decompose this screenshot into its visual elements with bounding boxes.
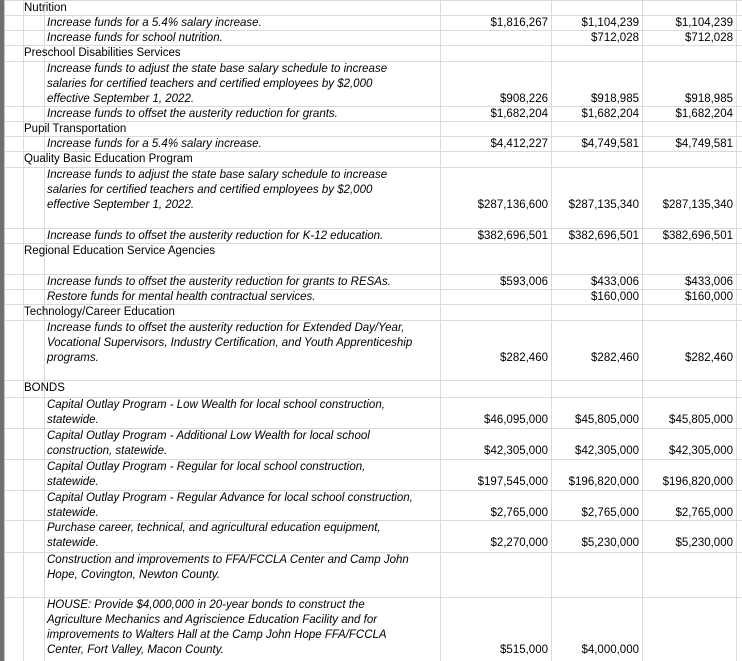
line-item-description: salaries for certified teachers and certified employees by $2,000	[47, 78, 373, 90]
amount-cell: $2,765,000	[581, 507, 639, 519]
amount-cell: $2,765,000	[675, 507, 733, 519]
line-item-description: Increase funds to adjust the state base salary schedule to increase	[47, 169, 388, 181]
amount-cell: $287,136,600	[477, 199, 548, 211]
column-gridline	[642, 0, 643, 661]
amount-cell: $433,006	[591, 276, 639, 288]
amount-cell: $196,820,000	[568, 476, 639, 488]
amount-cell: $1,104,239	[581, 17, 639, 29]
amount-cell: $1,682,204	[490, 108, 548, 120]
line-item-description: effective September 1, 2022.	[47, 93, 195, 105]
line-item-description: Increase funds for a 5.4% salary increase.	[47, 138, 262, 150]
line-item-description: Construction and improvements to FFA/FCCLA Center and Camp John	[47, 554, 409, 566]
line-item-description: Capital Outlay Program - Regular Advance for local school construction,	[47, 492, 413, 504]
amount-cell: $4,749,581	[675, 138, 733, 150]
amount-cell: $160,000	[591, 291, 639, 303]
category-label: BONDS	[24, 382, 65, 394]
line-item-description: Increase funds to offset the austerity reduction for Extended Day/Year,	[47, 322, 405, 334]
line-item-description: Increase funds to adjust the state base salary schedule to increase	[47, 63, 388, 75]
amount-cell: $4,749,581	[581, 138, 639, 150]
amount-cell: $46,095,000	[484, 414, 548, 426]
category-label: Regional Education Service Agencies	[24, 245, 216, 257]
amount-cell: $1,682,204	[675, 108, 733, 120]
line-item-description: Agriculture Mechanics and Agriscience Education Facility and for	[47, 614, 378, 626]
amount-cell: $712,028	[591, 32, 639, 44]
amount-cell: $42,305,000	[484, 445, 548, 457]
line-item-description: Capital Outlay Program - Regular for local school construction,	[47, 461, 366, 473]
amount-cell: $433,006	[685, 276, 733, 288]
amount-cell: $4,412,227	[490, 138, 548, 150]
line-item-description: HOUSE: Provide $4,000,000 in 20-year bonds to construct the	[47, 599, 365, 611]
amount-cell: $282,460	[591, 352, 639, 364]
row-gridline	[5, 380, 742, 381]
amount-cell: $42,305,000	[575, 445, 639, 457]
amount-cell: $918,985	[591, 93, 639, 105]
line-item-description: Vocational Supervisors, Industry Certification, and Youth Apprenticeship	[47, 337, 413, 349]
line-item-description: programs.	[47, 352, 99, 364]
amount-cell: $5,230,000	[581, 537, 639, 549]
line-item-description: statewide.	[47, 414, 99, 426]
amount-cell: $196,820,000	[662, 476, 733, 488]
amount-cell: $4,000,000	[581, 644, 639, 656]
amount-cell: $287,135,340	[662, 199, 733, 211]
amount-cell: $382,696,501	[477, 230, 548, 242]
column-gridline	[551, 0, 552, 661]
amount-cell: $712,028	[685, 32, 733, 44]
amount-cell: $160,000	[685, 291, 733, 303]
line-item-description: Increase funds to offset the austerity reduction for grants to RESAs.	[47, 276, 391, 288]
amount-cell: $908,226	[500, 93, 548, 105]
category-label: Quality Basic Education Program	[24, 153, 193, 165]
row-header-border	[4, 0, 5, 661]
amount-cell: $382,696,501	[662, 230, 733, 242]
amount-cell: $1,682,204	[581, 108, 639, 120]
line-item-description: Restore funds for mental health contractual services.	[47, 291, 316, 303]
amount-cell: $282,460	[685, 352, 733, 364]
line-item-description: Center, Fort Valley, Macon County.	[47, 644, 224, 656]
category-label: Nutrition	[24, 2, 67, 14]
line-item-description: Purchase career, technical, and agricultural education equipment,	[47, 522, 381, 534]
column-gridline	[736, 0, 737, 661]
line-item-description: Increase funds to offset the austerity reduction for K-12 education.	[47, 230, 384, 242]
amount-cell: $593,006	[500, 276, 548, 288]
row-gridline	[5, 0, 742, 1]
amount-cell: $382,696,501	[568, 230, 639, 242]
amount-cell: $1,816,267	[490, 17, 548, 29]
amount-cell: $282,460	[500, 352, 548, 364]
amount-cell: $515,000	[500, 644, 548, 656]
column-gridline	[23, 0, 24, 661]
amount-cell: $2,270,000	[490, 537, 548, 549]
line-item-description: Increase funds for school nutrition.	[47, 32, 223, 44]
line-item-description: salaries for certified teachers and certified employees by $2,000	[47, 184, 373, 196]
amount-cell: $197,545,000	[477, 476, 548, 488]
line-item-description: Capital Outlay Program - Additional Low Wealth for local school	[47, 430, 370, 442]
line-item-description: improvements to Walters Hall at the Camp John Hope FFA/FCCLA	[47, 629, 387, 641]
line-item-description: construction, statewide.	[47, 445, 168, 457]
line-item-description: effective September 1, 2022.	[47, 199, 195, 211]
category-label: Technology/Career Education	[24, 306, 175, 318]
amount-cell: $45,805,000	[669, 414, 733, 426]
line-item-description: Capital Outlay Program - Low Wealth for local school construction,	[47, 399, 385, 411]
category-label: Pupil Transportation	[24, 123, 127, 135]
amount-cell: $42,305,000	[669, 445, 733, 457]
line-item-description: Increase funds for a 5.4% salary increase.	[47, 17, 262, 29]
column-gridline	[440, 0, 441, 661]
amount-cell: $1,104,239	[675, 17, 733, 29]
line-item-description: statewide.	[47, 507, 99, 519]
amount-cell: $918,985	[685, 93, 733, 105]
category-label: Preschool Disabilities Services	[24, 47, 181, 59]
line-item-description: statewide.	[47, 476, 99, 488]
amount-cell: $287,135,340	[568, 199, 639, 211]
line-item-description: Increase funds to offset the austerity reduction for grants.	[47, 108, 338, 120]
amount-cell: $45,805,000	[575, 414, 639, 426]
amount-cell: $2,765,000	[490, 507, 548, 519]
line-item-description: Hope, Covington, Newton County.	[47, 569, 221, 581]
line-item-description: statewide.	[47, 537, 99, 549]
amount-cell: $5,230,000	[675, 537, 733, 549]
column-gridline	[44, 0, 45, 661]
